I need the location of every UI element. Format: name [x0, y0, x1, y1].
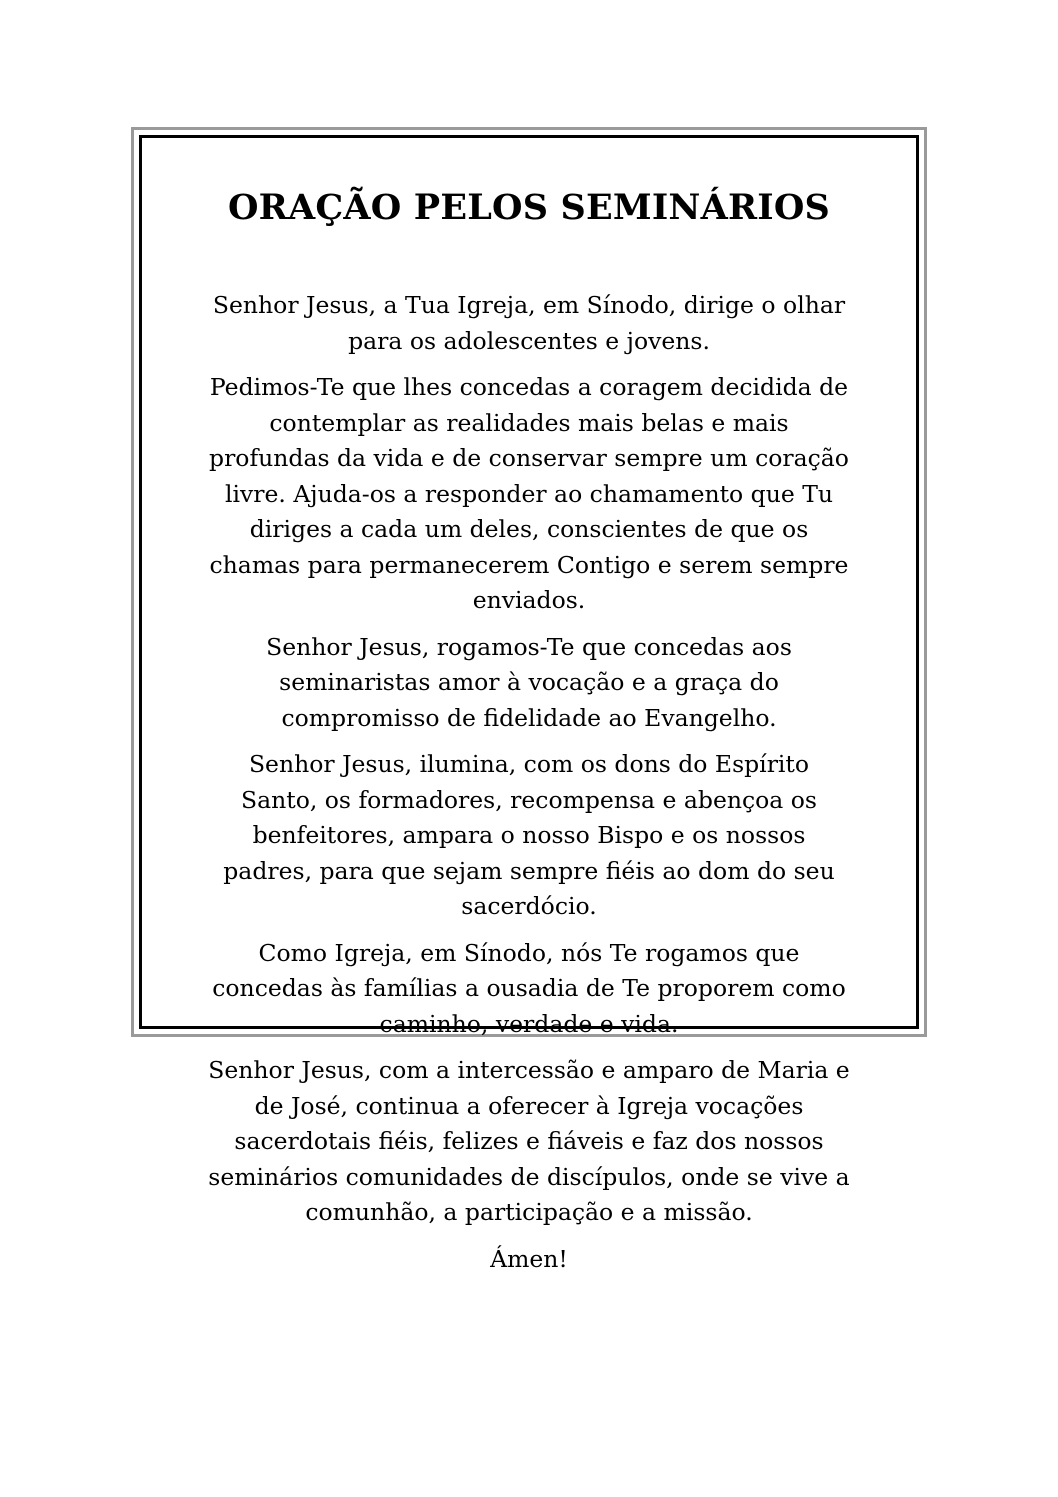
paragraph-line: Como Igreja, em Sínodo, nós Te rogamos que — [258, 938, 800, 967]
paragraph-line: Pedimos-Te que lhes concedas a coragem decidida de — [209, 373, 849, 401]
prayer-amen — [152, 1242, 906, 1278]
paragraph-line: diriges a cada um deles, conscientes de que os — [249, 515, 809, 543]
prayer-paragraph-3 — [152, 630, 906, 737]
paragraph-line: enviados. — [472, 586, 586, 614]
prayer-card — [139, 135, 919, 1273]
paragraph-line: seminários comunidades de discípulos, onde se vive a — [208, 1162, 850, 1191]
paragraph-line: sacerdotais fiéis, felizes e fiáveis e faz dos nossos — [234, 1127, 824, 1155]
paragraph-line: seminaristas amor à vocação e a graça do — [279, 668, 779, 696]
paragraph-line: comunhão, a participação e a missão. — [305, 1198, 753, 1226]
paragraph-line: sacerdócio. — [461, 892, 597, 920]
paragraph-line: profundas da vida e de conservar sempre um coração — [209, 444, 849, 472]
prayer-paragraph-1 — [152, 288, 906, 359]
paragraph-line: Santo, os formadores, recompensa e abençoa os — [241, 785, 817, 814]
paragraph-line: padres, para que sejam sempre fiéis ao dom do seu — [223, 856, 835, 885]
paragraph-line: para os adolescentes e jovens. — [348, 326, 710, 355]
paragraph-line: benfeitores, ampara o nosso Bispo e os nossos — [252, 821, 806, 849]
prayer-paragraph-5 — [152, 936, 906, 1043]
paragraph-line: livre. Ajuda-os a responder ao chamamento que Tu — [224, 479, 834, 508]
paragraph-line: de José, continua a oferecer à Igreja vocações — [254, 1091, 804, 1120]
paragraph-line: caminho, verdade e vida. — [379, 1009, 679, 1038]
paragraph-line: Ámen! — [490, 1244, 568, 1273]
paragraph-line: Senhor Jesus, a Tua Igreja, em Sínodo, dirige o olhar — [212, 291, 846, 319]
prayer-paragraph-4 — [152, 747, 906, 925]
prayer-paragraph-2 — [152, 370, 906, 619]
paragraph-line: concedas às famílias a ousadia de Te proporem como — [212, 974, 846, 1002]
paragraph-line: Senhor Jesus, ilumina, com os dons do Espírito — [248, 750, 810, 778]
paragraph-line: Senhor Jesus, com a intercessão e amparo de Maria e — [208, 1056, 850, 1084]
paragraph-line: Senhor Jesus, rogamos-Te que concedas aos — [266, 632, 792, 661]
prayer-content — [152, 186, 906, 1288]
paragraph-line: contemplar as realidades mais belas e mais — [269, 408, 789, 437]
prayer-card-outer-border — [131, 127, 927, 1273]
paragraph-line: compromisso de fidelidade ao Evangelho. — [281, 703, 777, 732]
paragraph-line: chamas para permanecerem Contigo e serem sempre — [209, 550, 849, 579]
prayer-title: ORAÇÃO PELOS SEMINÁRIOS — [227, 187, 830, 228]
prayer-paragraph-6 — [152, 1053, 906, 1231]
